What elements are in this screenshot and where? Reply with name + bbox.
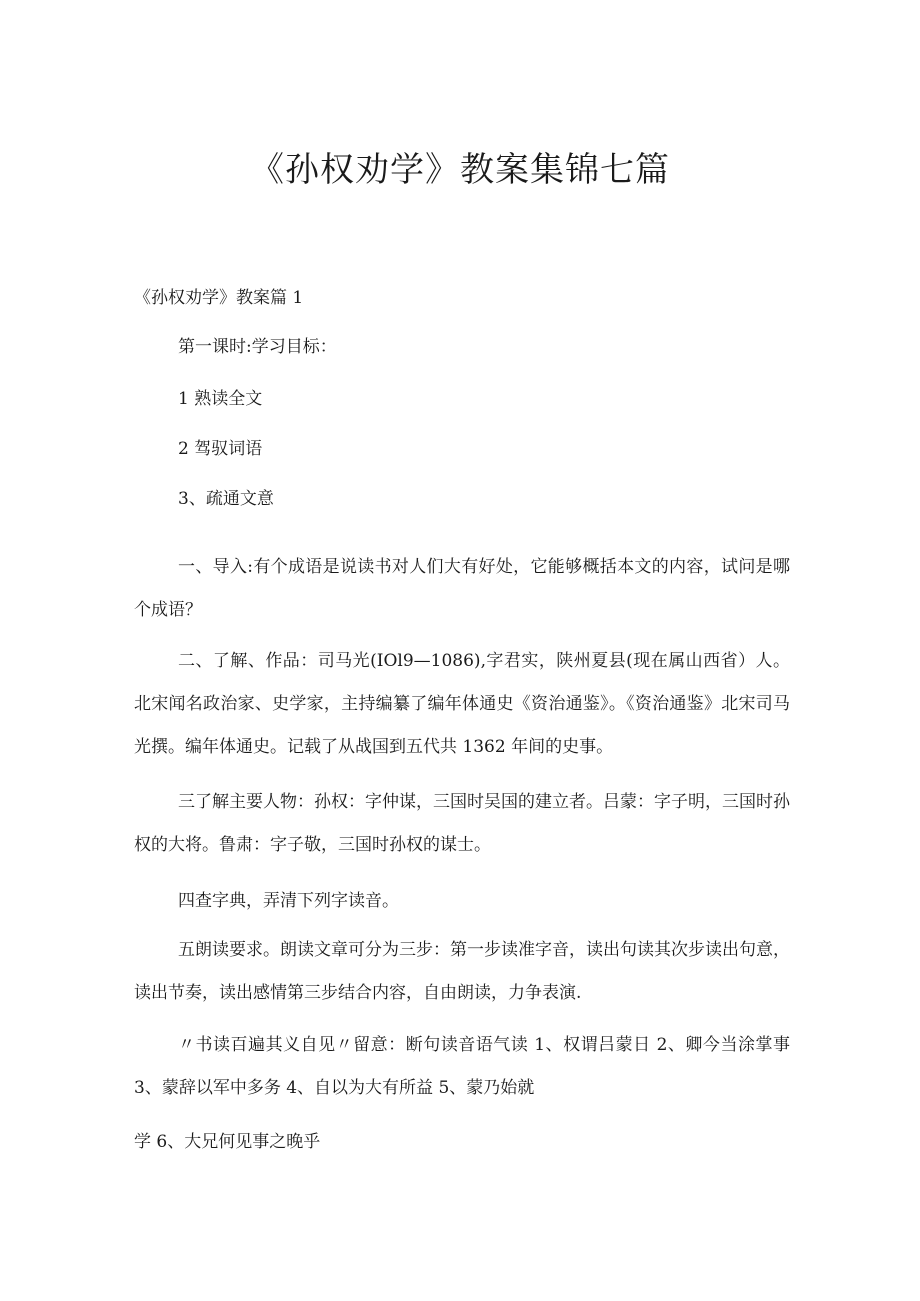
paragraph-sentence-practice: 〃书读百遍其义自见〃留意：断句读音语气读 1、权谓吕蒙日 2、卿今当涂掌事 3、蒙辞以军中多务 4、自以为大有所益 5、蒙乃始就 <box>134 1035 790 1098</box>
paragraph-reading: 五朗读要求。朗读文章可分为三步：第一步读准字音，读出句读其次步读出句意，读出节奏，读出感情第三步结合内容，自由朗读，力争表演. <box>134 940 790 1003</box>
paragraph-intro: 一、导入:有个成语是说读书对人们大有好处，它能够概括本文的内容，试问是哪个成语？ <box>134 557 790 620</box>
lesson-goal-line: 第一课时:学习目标： <box>178 337 337 357</box>
final-line: 学 6、大兄何见事之晚乎 <box>134 1132 321 1152</box>
document-title: 《孙权劝学》教案集锦七篇 <box>250 150 670 190</box>
paragraph-author: 二、了解、作品：司马光(IOl9—1086),字君实，陕州夏县(现在属山西省）人。北宋闻名政治家、史学家，主持编纂了编年体通史《资治通鉴》。《资治通鉴》北宋司马光撰。编年体通史。记载了从战国到五代共 1362 年间的史事。 <box>134 651 790 757</box>
goal-item: 1 熟读全文 <box>178 389 263 409</box>
section-heading: 《孙权劝学》教案篇 1 <box>134 288 304 308</box>
goal-item: 3、疏通文意 <box>178 489 274 509</box>
goal-item: 2 驾驭词语 <box>178 439 263 459</box>
paragraph-dictionary: 四查字典，弄清下列字读音。 <box>178 891 399 911</box>
paragraph-characters: 三了解主要人物：孙权：字仲谋，三国时吴国的建立者。吕蒙：字子明，三国时孙权的大将。鲁肃：字子敬，三国时孙权的谋士。 <box>134 792 790 855</box>
